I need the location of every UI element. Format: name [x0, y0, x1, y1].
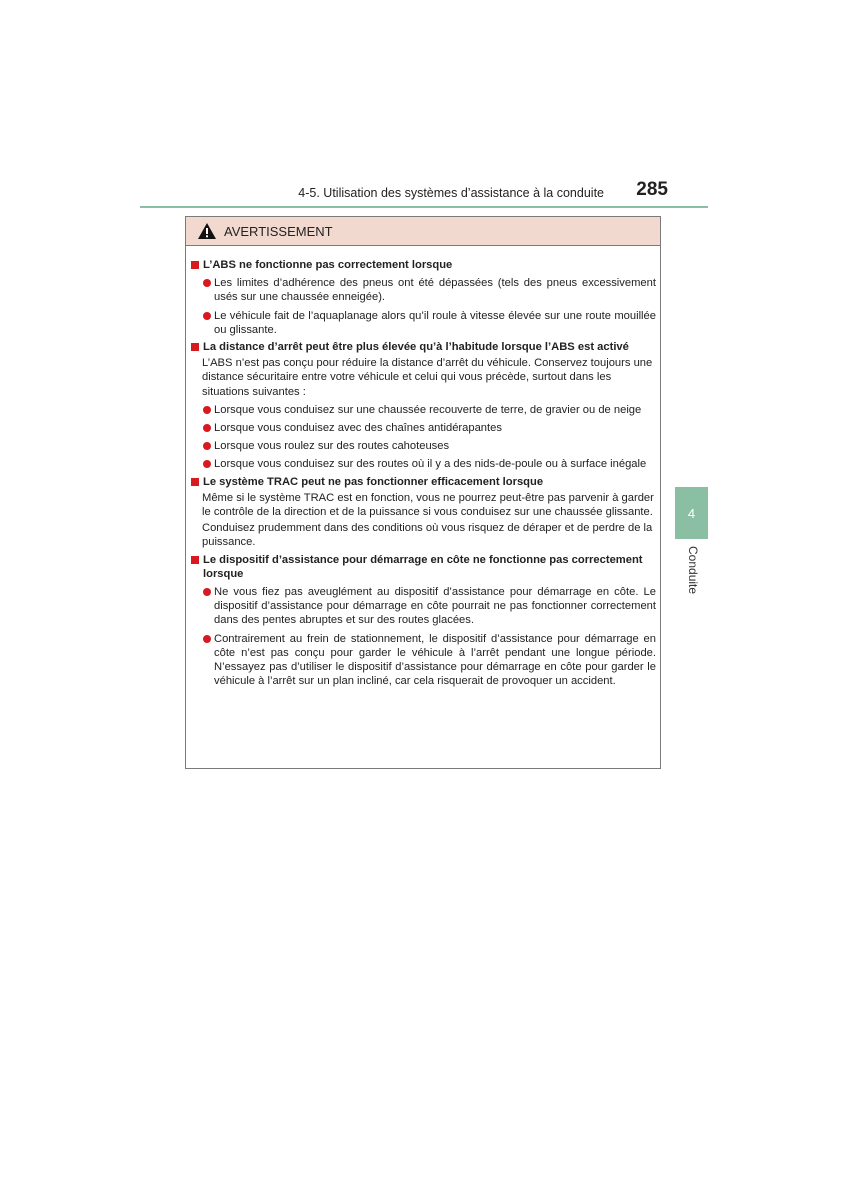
- paragraph: Même si le système TRAC est en fonction, vous ne pourrez peut-être pas parvenir à garder le contrôle de la direction et de la puissance si vous conduisez sur une chaussée glissante.: [202, 491, 654, 519]
- list-item-text: Les limites d’adhérence des pneus ont été dépassées (tels des pneus excessivement usés sur une chaussée enneigée).: [214, 277, 656, 304]
- chapter-label: Conduite: [686, 546, 700, 595]
- section-heading: [190, 475, 656, 489]
- warning-header: [186, 217, 660, 246]
- list-item: [190, 585, 656, 628]
- section-heading-text: Le système TRAC peut ne pas fonctionner efficacement lorsque: [203, 475, 544, 488]
- warning-title: AVERTISSEMENT: [224, 223, 333, 239]
- section-title: 4-5. Utilisation des systèmes d’assistance à la conduite: [298, 186, 604, 200]
- paragraph: L’ABS n’est pas conçu pour réduire la distance d’arrêt du véhicule. Conservez toujours une distance sécuritaire entre votre véhicule et celui qui vous précède, surtout dans les situations suivantes :: [202, 357, 653, 398]
- red-square-icon: [191, 478, 199, 486]
- red-dot-icon: [203, 442, 211, 450]
- list-item-text: Contrairement au frein de stationnement, le dispositif d’assistance pour démarrage en côte n’est pas conçu pour garder le véhicule à l’arrêt pendant une longue période. N’essayez pas d’utiliser le dispositif d’assistance pour démarrage en côte pour garder le véhicule à l’arrêt sur un plan incliné, car cela risquerait de provoquer un accident.: [214, 632, 656, 688]
- list-item: [190, 276, 656, 304]
- section-heading-text: L’ABS ne fonctionne pas correctement lorsque: [203, 259, 453, 271]
- red-dot-icon: [203, 406, 211, 414]
- page-header: [140, 178, 708, 208]
- list-item: [190, 403, 656, 417]
- section-heading-text: La distance d’arrêt peut être plus élevée qu’à l’habitude lorsque l’ABS est activé: [203, 341, 629, 354]
- section-heading: [190, 258, 656, 272]
- list-item: [190, 309, 656, 337]
- warning-triangle-icon: [197, 222, 217, 240]
- section-heading-text: Le dispositif d’assistance pour démarrage en côte ne fonctionne pas correctement lorsque: [203, 553, 643, 580]
- red-dot-icon: [203, 460, 211, 468]
- list-item-text: Le véhicule fait de l’aquaplanage alors qu’il roule à vitesse élevée sur une route mouillée ou glissante.: [214, 309, 656, 336]
- red-dot-icon: [203, 279, 211, 287]
- red-square-icon: [191, 343, 199, 351]
- red-square-icon: [191, 556, 199, 564]
- list-item-text: Lorsque vous conduisez sur des routes où il y a des nids-de-poule ou à surface inégale: [214, 458, 647, 471]
- paragraph: Conduisez prudemment dans des conditions où vous risquez de déraper et de perdre de la puissance.: [202, 522, 653, 549]
- list-item-text: Lorsque vous conduisez sur une chaussée recouverte de terre, de gravier ou de neige: [214, 403, 642, 416]
- list-item: [190, 632, 656, 689]
- list-item-text: Lorsque vous conduisez avec des chaînes antidérapantes: [214, 422, 502, 435]
- list-item: [190, 421, 656, 435]
- red-dot-icon: [203, 312, 211, 320]
- list-item: [190, 439, 656, 453]
- red-dot-icon: [203, 635, 211, 643]
- red-dot-icon: [203, 424, 211, 432]
- chapter-number: 4: [687, 505, 696, 521]
- red-dot-icon: [203, 588, 211, 596]
- list-item: [190, 457, 656, 471]
- warning-body: [186, 246, 660, 688]
- list-item-text: Lorsque vous roulez sur des routes cahoteuses: [214, 440, 450, 453]
- list-item-text: Ne vous fiez pas aveuglément au dispositif d’assistance pour démarrage en côte. Le dispositif d’assistance pour démarrage en côte pourrait ne pas fonctionner correctement dans des pentes abruptes et sur des routes glacées.: [214, 586, 656, 627]
- section-heading: [190, 340, 656, 354]
- section-heading: [190, 553, 656, 581]
- page-number: 285: [636, 179, 668, 200]
- red-square-icon: [191, 261, 199, 269]
- chapter-tab: [675, 487, 708, 539]
- warning-box: [185, 216, 661, 769]
